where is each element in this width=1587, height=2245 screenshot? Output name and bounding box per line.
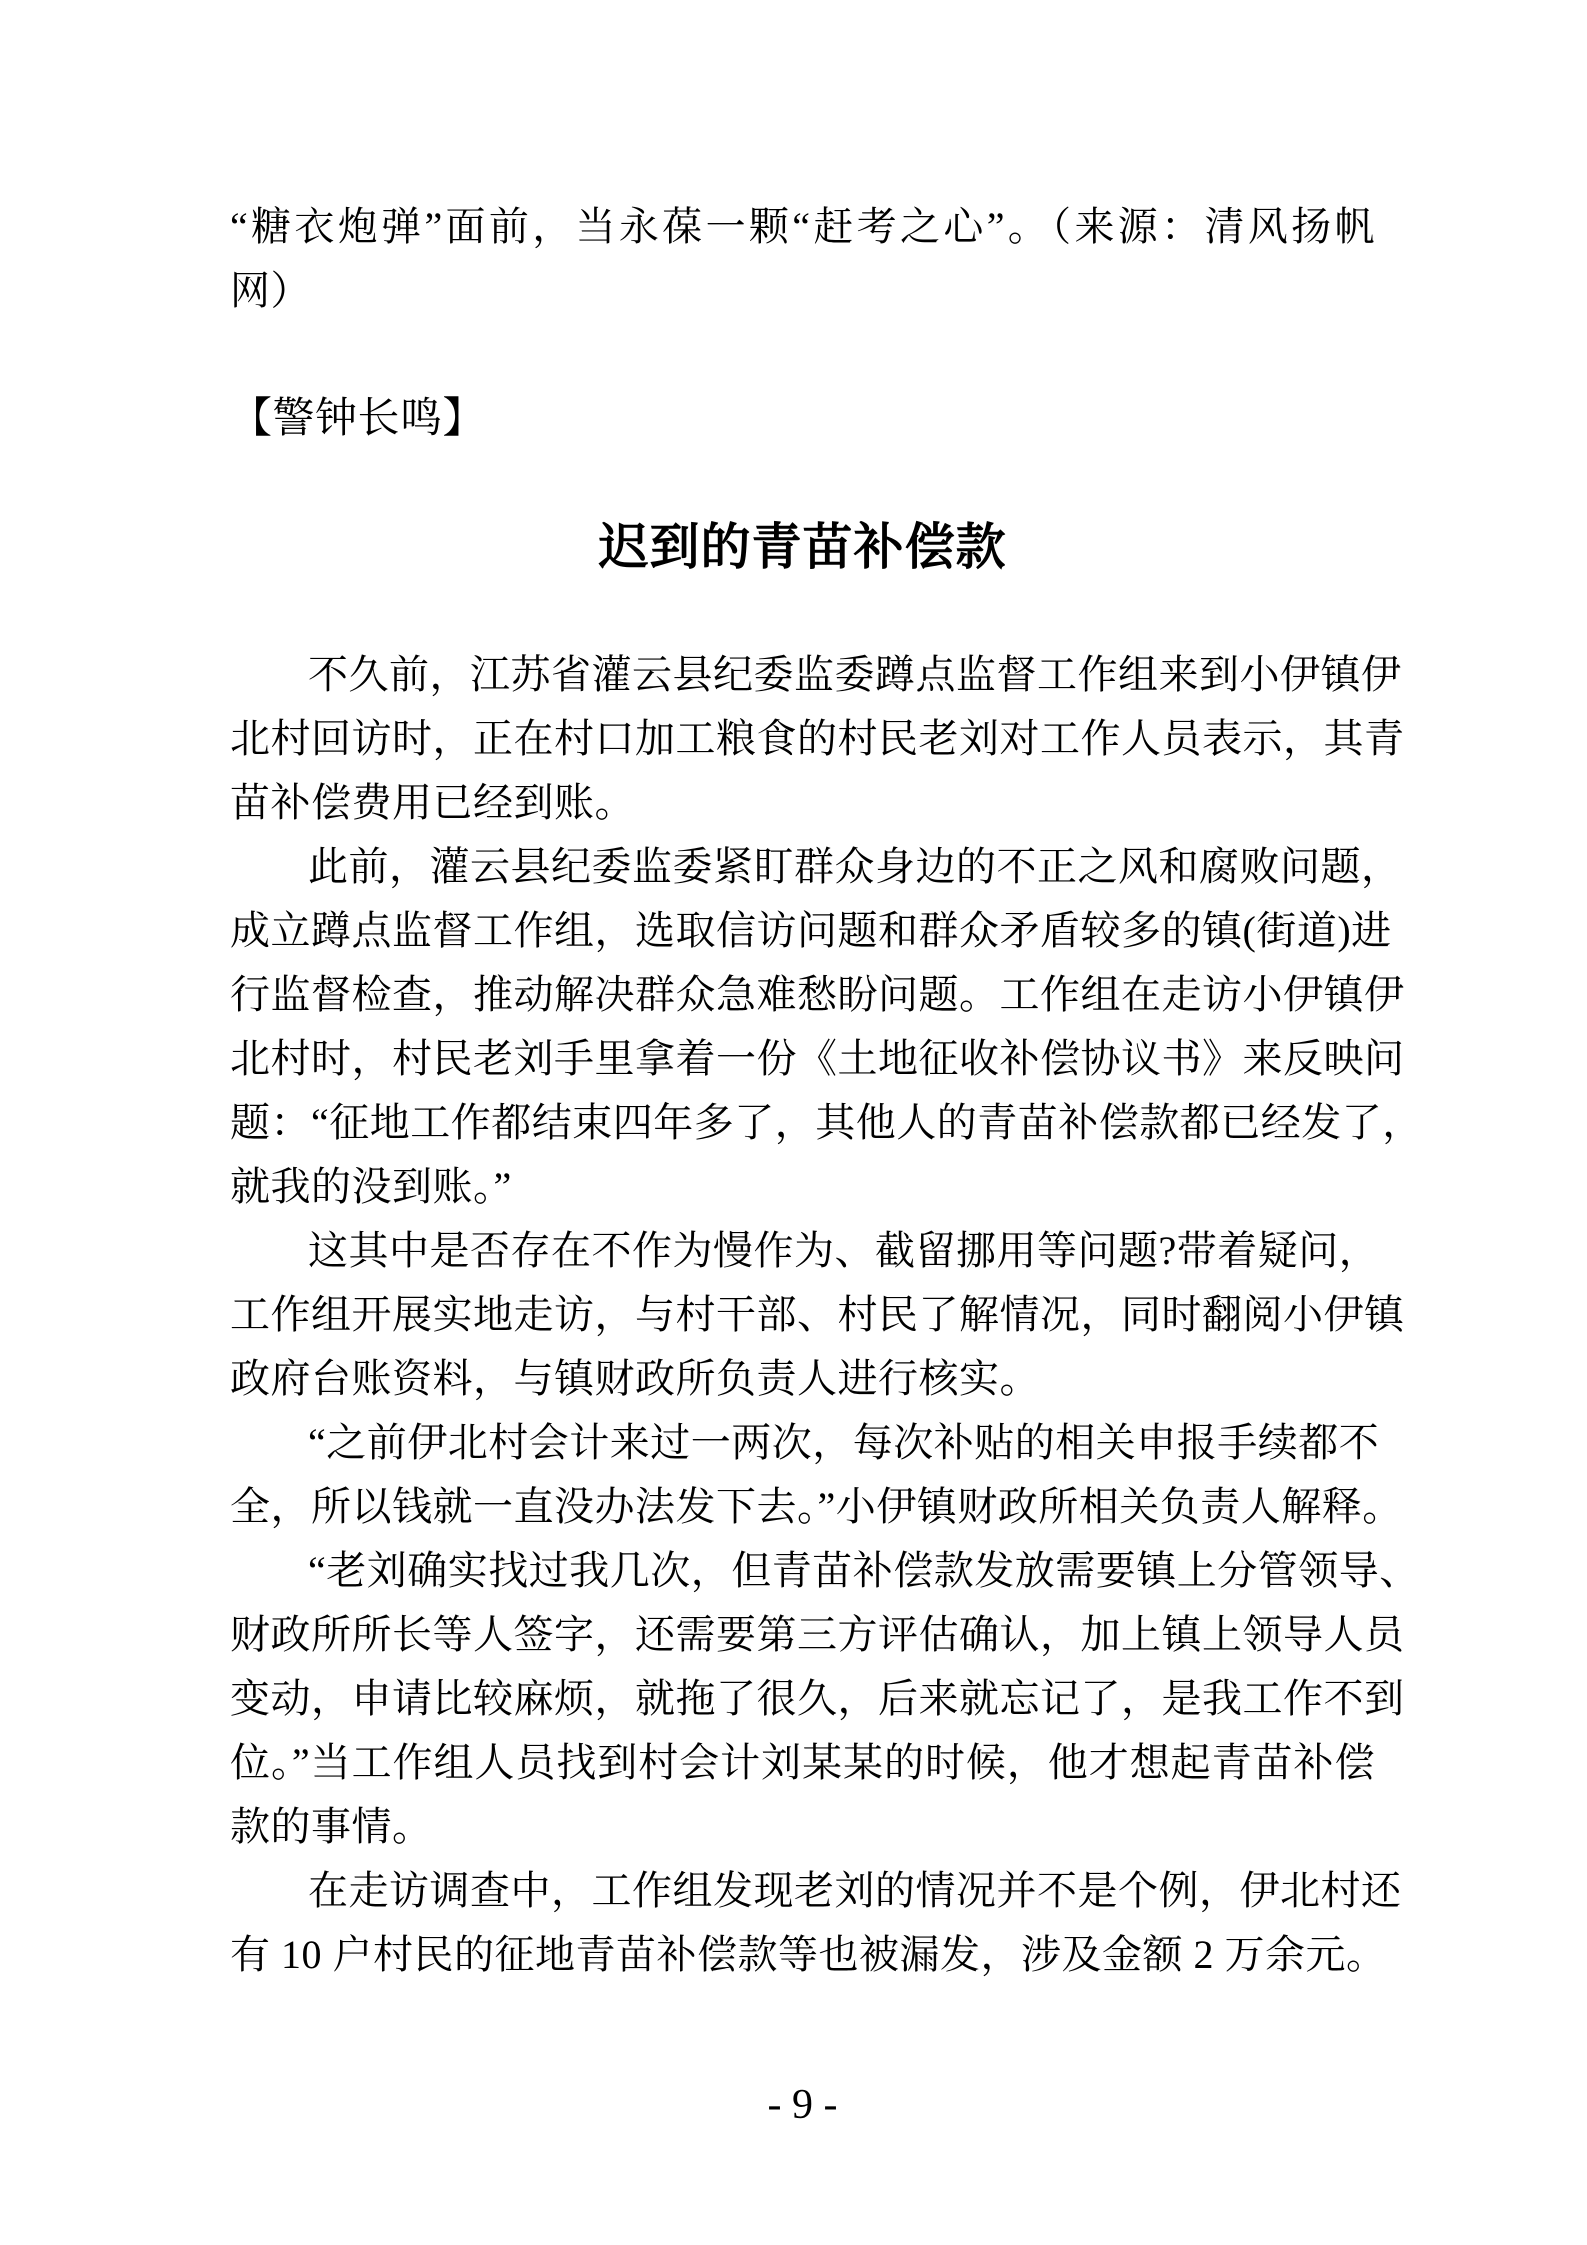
paragraph-line: 有 10 户村民的征地青苗补偿款等也被漏发，涉及金额 2 万余元。 [230,1932,1387,1977]
paragraph-line: 苗补偿费用已经到账。 [230,780,635,825]
paragraph-line: 就我的没到账。” [230,1164,512,1209]
paragraph-line: 变动，申请比较麻烦，就拖了很久，后来就忘记了，是我工作不到 [230,1676,1405,1721]
paragraph-line: 财政所所长等人签字，还需要第三方评估确认，加上镇上领导人员 [230,1612,1405,1657]
page-number: - 9 - [767,2082,838,2128]
paragraph-line: “之前伊北村会计来过一两次，每次补贴的相关申报手续都不 [308,1420,1380,1465]
blank-line [230,323,1375,387]
article-title: 迟到的青苗补偿款 [598,519,1007,575]
blank-line [230,451,1375,515]
paragraph-line: 全，所以钱就一直没办法发下去。”小伊镇财政所相关负责人解释。 [230,1484,1403,1529]
paragraph-line: 成立蹲点监督工作组，选取信访问题和群众矛盾较多的镇(街道)进 [230,908,1392,953]
continuation-line-1: “糖衣炮弹”面前，当永葆一颗“赶考之心”。（来源：清风扬帆 [230,204,1375,249]
paragraph-line: 位。”当工作组人员找到村会计刘某某的时候，他才想起青苗补偿 [230,1740,1375,1785]
paragraph-line: 行监督检查，推动解决群众急难愁盼问题。工作组在走访小伊镇伊 [230,972,1405,1017]
section-header: 【警钟长鸣】 [230,396,486,442]
paragraph-line: 不久前，江苏省灌云县纪委监委蹲点监督工作组来到小伊镇伊 [308,652,1402,697]
paragraph-line: 北村回访时，正在村口加工粮食的村民老刘对工作人员表示，其青 [230,716,1405,761]
paragraph-line: 北村时，村民老刘手里拿着一份《土地征收补偿协议书》来反映问 [230,1036,1405,1081]
paragraph-line: 此前，灌云县纪委监委紧盯群众身边的不正之风和腐败问题， [308,844,1402,889]
paragraph-line: “老刘确实找过我几次，但青苗补偿款发放需要镇上分管领导、 [308,1548,1420,1593]
page-body [230,195,1423,1987]
paragraph-line: 在走访调查中，工作组发现老刘的情况并不是个例，伊北村还 [308,1868,1402,1913]
blank-line [230,579,1375,643]
paragraph-line: 政府台账资料，与镇财政所负责人进行核实。 [230,1356,1040,1401]
continuation-line-2: 网） [230,268,311,313]
paragraph-line: 款的事情。 [230,1804,433,1849]
paragraph-line: 工作组开展实地走访，与村干部、村民了解情况，同时翻阅小伊镇 [230,1292,1405,1337]
paragraph-line: 题：“征地工作都结束四年多了，其他人的青苗补偿款都已经发了， [230,1100,1423,1145]
paragraph-line: 这其中是否存在不作为慢作为、截留挪用等问题?带着疑问， [308,1228,1380,1273]
